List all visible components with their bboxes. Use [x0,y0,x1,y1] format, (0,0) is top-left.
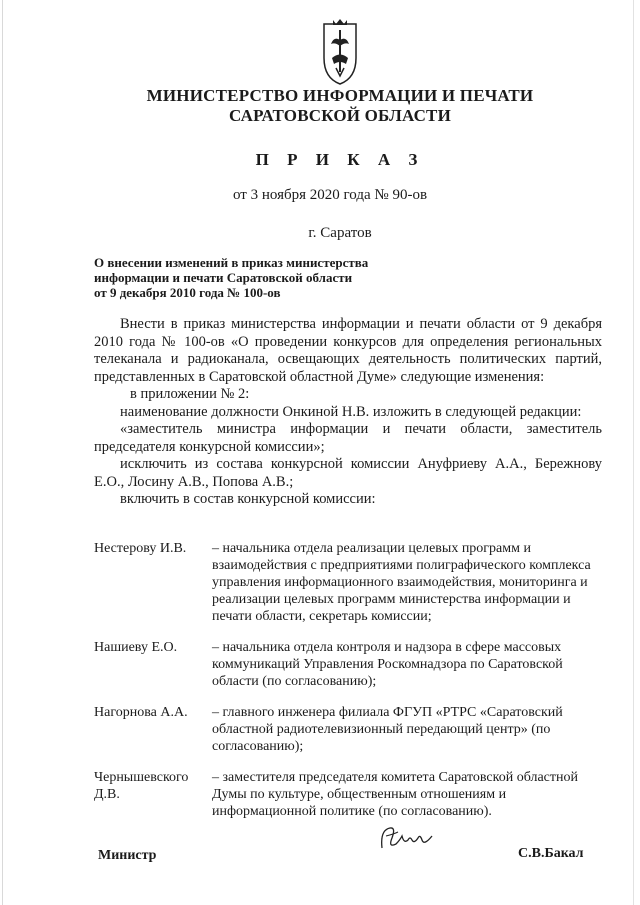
document-title: П Р И К А З [255,150,425,169]
member-role: – начальника отдела реализации целевых программ и взаимодействия с предприятиями полиграфического комплекса управления информационного взаимодействия, мониторинга и реализации целевых программ министерства информации и печати области, секретарь комиссии; [212,541,591,624]
commission-members [94,540,614,820]
signature-icon [376,818,436,858]
order-body [94,316,602,509]
subject-line: от 9 декабря 2010 года № 100-ов [94,285,281,300]
member-item [94,540,614,625]
position-new-paragraph: «заместитель министра информации и печати области, заместитель председателя конкурсной комиссии»; [94,421,602,455]
ministry-name [140,86,540,126]
member-name: Чернышевского Д.В. [94,770,189,802]
intro-paragraph: Внести в приказ министерства информации и печати области от 9 декабря 2010 года № 100-ов «О проведении конкурсов для определения региональных телеканала и радиоканала, освещающих деятельность политических партий, представленных в Саратовской областной Думе» следующие изменения: [94,316,602,385]
member-role: – начальника отдела контроля и надзора в сфере массовых коммуникаций Управления Роскомнадзора по Саратовской области (по согласованию); [212,640,563,689]
member-role: – главного инженера филиала ФГУП «РТРС «Саратовский областной радиотелевизионный передающий центр» (по согласованию); [212,705,563,754]
member-item [94,704,614,755]
member-role: – заместителя председателя комитета Саратовской областной Думы по культуре, общественным отношениям и информационной политике (по согласованию). [212,770,579,819]
page-edge [633,0,634,905]
member-item [94,639,614,690]
include-paragraph: включить в состав конкурсной комиссии: [120,491,376,507]
member-name: Нестерову И.В. [94,541,187,556]
order-date-number: от 3 ноября 2020 года № 90-ов [232,187,428,203]
member-name: Нашиеву Е.О. [94,640,178,655]
order-city: г. Саратов [308,225,372,241]
ministry-line: МИНИСТЕРСТВО ИНФОРМАЦИИ И ПЕЧАТИ [146,86,534,105]
coat-of-arms-icon [320,18,360,88]
exclude-paragraph: исключить из состава конкурсной комиссии Ануфриеву А.А., Бережнову Е.О., Лосину А.В., Попова А.В.; [94,456,602,490]
ministry-line: САРАТОВСКОЙ ОБЛАСТИ [228,106,452,125]
subject-line: информации и печати Саратовской области [94,270,353,285]
appendix-paragraph: в приложении № 2: [130,386,250,402]
member-item [94,769,614,820]
position-change-paragraph: наименование должности Онкиной Н.В. изложить в следующей редакции: [120,403,582,420]
subject-line: О внесении изменений в приказ министерства [94,255,369,270]
signatory-title: Министр [98,848,157,863]
member-name: Нагорнова А.А. [94,705,188,720]
page-edge [2,0,3,905]
order-subject [94,255,424,300]
signatory-name: С.В.Бакал [518,846,584,861]
